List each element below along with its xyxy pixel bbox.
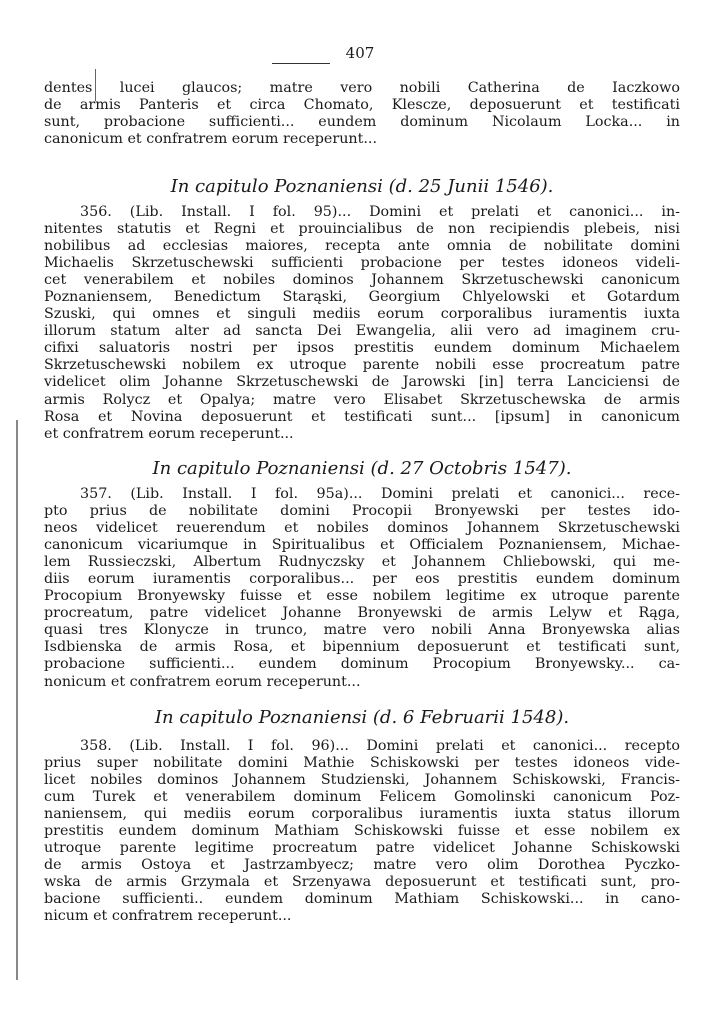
text-line: prius super nobilitate domini Mathie Schiskowski per testes idoneos vide- (44, 755, 680, 772)
section-heading: In capitulo Poznaniensi (d. 27 Octobris 1547). (152, 458, 572, 479)
text-line: de armis Panteris et circa Chomato, Klescze, deposuerunt et testificati (44, 97, 680, 114)
text-line: illorum statum alter ad sancta Dei Ewangelia, alii vero ad imaginem cru- (44, 323, 680, 340)
section-heading: In capitulo Poznaniensi (d. 6 Februarii 1548). (154, 707, 570, 728)
text-line: 358. (Lib. Install. I fol. 96)... Domini prelati et canonici... recepto (80, 738, 680, 754)
paragraph-continuation (44, 80, 680, 148)
page-number: 407 (345, 44, 375, 62)
text-line: bacione sufficienti.. eundem dominum Mathiam Schiskowski... in cano- (44, 891, 680, 908)
text-line: videlicet olim Johanne Skrzetuschewski de Jarowski [in] terra Lanciciensi de (44, 374, 680, 391)
text-line: prestitis eundem dominum Mathiam Schiskowski fuisse et esse nobilem ex (44, 823, 680, 840)
text-line: canonicum et confratrem eorum receperunt... (44, 131, 378, 148)
text-line: Poznaniensem, Benedictum Starąski, Georgium Chlyelowski et Gotardum (44, 289, 680, 306)
text-line: et confratrem eorum receperunt... (44, 425, 294, 442)
text-line: lem Russieczski, Albertum Rudnyczsky et Johannem Chliebowski, qui me- (44, 554, 680, 571)
text-line: canonicum vicariumque in Spiritualibus et Officialem Poznaniensem, Michae- (44, 537, 680, 554)
text-line: wska de armis Grzymala et Srzenyawa deposuerunt et testificati sunt, pro- (44, 874, 680, 891)
text-line: dentes lucei glaucos; matre vero nobili Catherina de Iaczkowo (44, 80, 680, 96)
entry-357 (44, 486, 680, 691)
section-heading: In capitulo Poznaniensi (d. 25 Junii 1546). (170, 176, 554, 197)
text-line: licet nobiles dominos Johannem Studzienski, Johannem Schiskowski, Francis- (44, 772, 680, 789)
text-line: pto prius de nobilitate domini Procopii Bronyewski per testes ido- (44, 503, 680, 520)
text-line: 357. (Lib. Install. I fol. 95a)... Domini prelati et canonici... rece- (80, 486, 680, 502)
text-line: nitentes statutis et Regni et prouincialibus de non recipiendis plebeis, nisi (44, 221, 680, 238)
text-line: Rosa et Novina deposuerunt et testificati sunt... [ipsum] in canonicum (44, 408, 680, 425)
text-line: de armis Ostoya et Jastrzambyecz; matre vero olim Dorothea Pyczko- (44, 857, 680, 874)
text-line: nicum et confratrem receperunt... (44, 908, 292, 925)
text-line: sunt, probacione sufficienti... eundem dominum Nicolaum Locka... in (44, 114, 680, 131)
text-line: nobilibus ad ecclesias maiores, recepta ante omnia de nobilitate domini (44, 238, 680, 255)
text-line: neos videlicet reuerendum et nobiles dominos Johannem Skrzetuschewski (44, 520, 680, 537)
text-line: probacione sufficienti... eundem dominum Procopium Bronyewsky... ca- (44, 656, 680, 673)
text-line: Michaelis Skrzetuschewski sufficienti probacione per testes idoneos videli- (44, 255, 680, 272)
entry-356 (44, 204, 680, 443)
text-line: procreatum, patre videlicet Johanne Bronyewski de armis Lelyw et Rąga, (44, 605, 680, 622)
text-line: nonicum et confratrem eorum receperunt... (44, 673, 361, 690)
text-line: diis eorum iuramentis corporalibus... per eos prestitis eundem dominum (44, 571, 680, 588)
entry-358 (44, 738, 680, 926)
text-line: cet venerabilem et nobiles dominos Johannem Skrzetuschewski canonicum (44, 272, 680, 289)
text-line: utroque parente legitime procreatum patre videlicet Johanne Schiskowski (44, 840, 680, 857)
text-line: Isdbienska de armis Rosa, et bipennium deposuerunt et testificati sunt, (44, 639, 680, 656)
text-line: Procopium Bronyewsky fuisse et esse nobilem legitime ex utroque parente (44, 588, 680, 605)
text-line: 356. (Lib. Install. I fol. 95)... Domini et prelati et canonici... in- (80, 204, 680, 220)
text-line: Szuski, qui omnes et singuli mediis eorum corporalibus iuramentis iuxta (44, 306, 680, 323)
text-line: cum Turek et venerabilem dominum Felicem Gomolinski canonicum Poz- (44, 789, 680, 806)
text-line: naniensem, qui mediis eorum corporalibus iuramentis iuxta status illorum (44, 806, 680, 823)
text-line: cifixi saluatoris nostri per ipsos prestitis eundem dominum Michaelem (44, 340, 680, 357)
text-line: armis Rolycz et Opalya; matre vero Elisabet Skrzetuschewska de armis (44, 391, 680, 408)
page-number-rule (272, 63, 330, 64)
text-line: quasi tres Klonycze in trunco, matre vero nobili Anna Bronyewska alias (44, 622, 680, 639)
text-line: Skrzetuschewski nobilem ex utroque parente nobili esse procreatum patre (44, 357, 680, 374)
scan-artifact-edge (16, 420, 18, 980)
